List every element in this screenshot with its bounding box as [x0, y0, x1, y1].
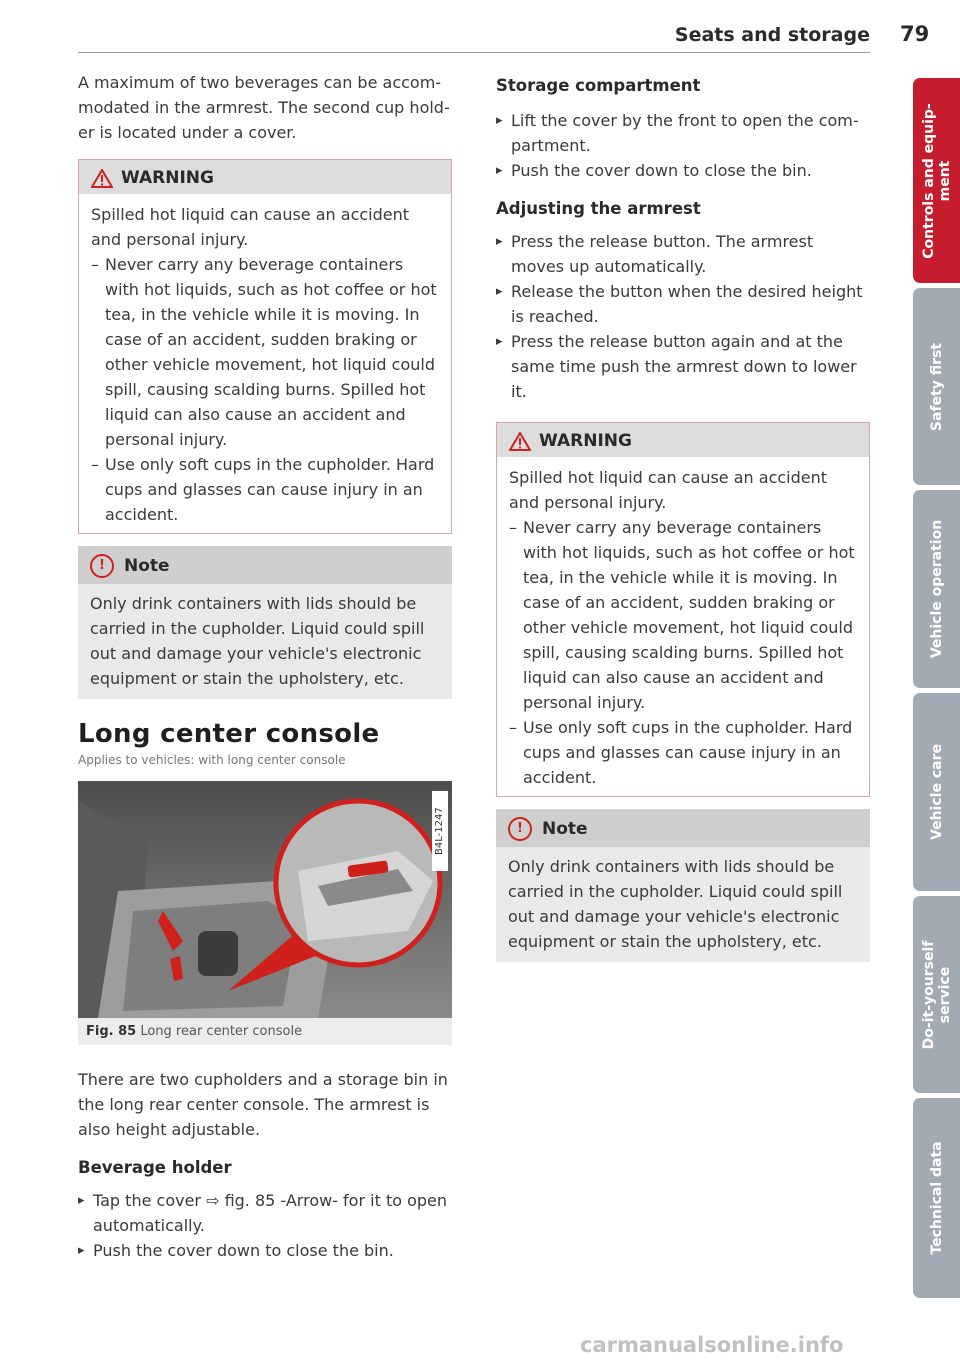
warning-title: WARNING [121, 168, 214, 188]
note-info-icon: ! [508, 817, 532, 841]
tab-label: Vehicle care [928, 744, 945, 840]
tab-technical-data[interactable] [913, 1098, 960, 1298]
warning-header [79, 160, 451, 194]
warning-item: – Use only soft cups in the cupholder. Hard cups and glasses can cause injury in an accident. [509, 715, 857, 790]
header-divider [78, 52, 870, 53]
note-text: Only drink containers with lids should be carried in the cupholder. Liquid could spill out and damage your vehicle's electronic equipment or stain the upholstery, etc. [90, 594, 425, 688]
section-title: Long center console [78, 719, 380, 749]
note-box [496, 809, 870, 962]
note-box [78, 546, 452, 699]
tab-do-it-yourself-service[interactable] [913, 896, 960, 1093]
storage-step: ▸ Push the cover down to close the bin. [496, 158, 870, 183]
warning-text: Spilled hot liquid can cause an accident and personal injury. [91, 205, 410, 249]
warning-item: – Never carry any beverage containers with hot liquids, such as hot coffee or hot tea, in the vehicle while it is moving. In case of an accident, sudden braking or other vehicle movement, hot liquid could spill, causing scalding burns. Spilled hot liquid can also cause an accident and personal injury. [509, 515, 857, 715]
figure-caption-text: Long rear center console [140, 1024, 303, 1039]
tab-label: Technical data [928, 1141, 945, 1255]
note-info-icon: ! [90, 554, 114, 578]
warning-text: Spilled hot liquid can cause an accident and personal injury. [509, 468, 828, 512]
note-title: Note [542, 819, 588, 839]
page-number: 79 [900, 22, 930, 46]
console-illustration [78, 781, 452, 1018]
tab-label: Safety first [928, 342, 945, 431]
warning-box [496, 422, 870, 797]
note-header [78, 546, 452, 584]
watermark: carmanualsonline.info [580, 1333, 844, 1357]
note-text: Only drink containers with lids should be carried in the cupholder. Liquid could spill out and damage your vehicle's electronic equipment or stain the upholstery, etc. [508, 857, 843, 951]
warning-body [497, 457, 869, 796]
beverage-step: ▸ Tap the cover ⇨ fig. 85 -Arrow- for it to open automatically. [78, 1188, 452, 1238]
figure-caption [78, 1018, 452, 1045]
tab-vehicle-care[interactable] [913, 693, 960, 891]
armrest-step: ▸ Press the release button again and at the same time push the armrest down to lower it. [496, 329, 870, 404]
note-title: Note [124, 556, 170, 576]
adjusting-armrest-heading: Adjusting the armrest [496, 199, 701, 218]
warning-header [497, 423, 869, 457]
figure-id-label: B4L-1247 [432, 791, 448, 871]
tab-label: Do-it-yourself service [920, 940, 953, 1049]
applies-to-text: Applies to vehicles: with long center console [78, 753, 346, 767]
warning-triangle-icon [509, 432, 531, 451]
warning-box [78, 159, 452, 534]
beverage-step: ▸ Push the cover down to close the bin. [78, 1238, 452, 1263]
armrest-step: ▸ Press the release button. The armrest moves up automatically. [496, 229, 870, 279]
intro-paragraph: A maximum of two beverages can be accom-modated in the armrest. The second cup hold-er is located under a cover. [78, 73, 450, 142]
right-column [496, 74, 870, 962]
warning-triangle-icon [91, 169, 113, 188]
armrest-step: ▸ Release the button when the desired height is reached. [496, 279, 870, 329]
running-header-title: Seats and storage [674, 24, 870, 46]
storage-compartment-heading: Storage compartment [496, 76, 701, 95]
note-body [496, 847, 870, 962]
chapter-tabs [913, 78, 960, 1298]
tab-label: Vehicle operation [928, 519, 945, 659]
tab-vehicle-operation[interactable] [913, 490, 960, 688]
left-column [78, 70, 452, 1263]
tab-label: Controls and equip-ment [920, 102, 953, 259]
note-header [496, 809, 870, 847]
console-paragraph: There are two cupholders and a storage bin in the long rear center console. The armrest is also height adjustable. [78, 1070, 448, 1139]
figure-label: Fig. 85 [86, 1024, 137, 1039]
storage-step: ▸ Lift the cover by the front to open the com-partment. [496, 108, 870, 158]
tab-controls-and-equipment[interactable] [913, 78, 960, 283]
warning-item: – Never carry any beverage containers with hot liquids, such as hot coffee or hot tea, in the vehicle while it is moving. In case of an accident, sudden braking or other vehicle movement, hot liquid could spill, causing scalding burns. Spilled hot liquid can also cause an accident and personal injury. [91, 252, 439, 452]
note-body [78, 584, 452, 699]
center-console-figure [78, 781, 452, 1018]
warning-title: WARNING [539, 431, 632, 451]
warning-body [79, 194, 451, 533]
tab-safety-first[interactable] [913, 288, 960, 485]
warning-item: – Use only soft cups in the cupholder. Hard cups and glasses can cause injury in an accident. [91, 452, 439, 527]
beverage-holder-heading: Beverage holder [78, 1158, 232, 1177]
